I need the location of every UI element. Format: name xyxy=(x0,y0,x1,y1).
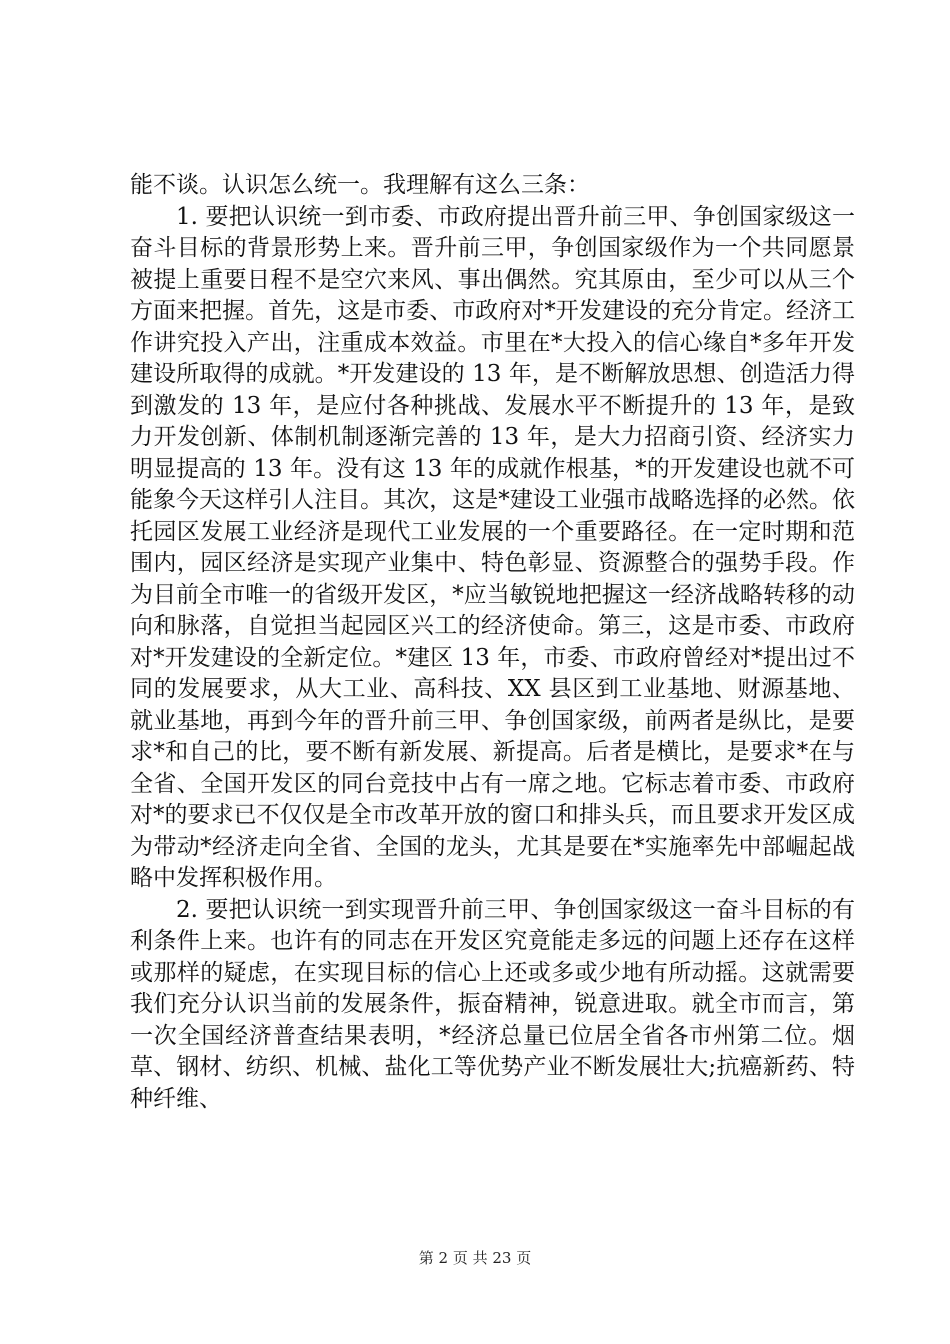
page-number-footer: 第 2 页 共 23 页 xyxy=(418,1249,532,1267)
document-body xyxy=(130,170,855,1115)
paragraph-point-1: 1. 要把认识统一到市委、市政府提出晋升前三甲、争创国家级这一奋斗目标的背景形势上来。晋升前三甲，争创国家级作为一个共同愿景被提上重要日程不是空穴来风、事出偶然。究其原由，至少可以从三个方面来把握。首先，这是市委、市政府对*开发建设的充分肯定。经济工作讲究投入产出，注重成本效益。市里在*大投入的信心缘自*多年开发建设所取得的成就。*开发建设的 13 年，是不断解放思想、创造活力得到激发的 13 年，是应付各种挑战、发展水平不断提升的 13 年，是致力开发创新、体制机制逐渐完善的 13 年，是大力招商引资、经济实力明显提高的 13 年。没有这 13 年的成就作根基，*的开发建设也就不可能象今天这样引人注目。其次，这是*建设工业强市战略选择的必然。依托园区发展工业经济是现代工业发展的一个重要路径。在一定时期和范围内，园区经济是实现产业集中、特色彰显、资源整合的强势手段。作为目前全市唯一的省级开发区，*应当敏锐地把握这一经济战略转移的动向和脉落，自觉担当起园区兴工的经济使命。第三，这是市委、市政府对*开发建设的全新定位。*建区 13 年，市委、市政府曾经对*提出过不同的发展要求，从大工业、高科技、XX 县区到工业基地、财源基地、就业基地，再到今年的晋升前三甲、争创国家级，前两者是纵比，是要求*和自己的比，要不断有新发展、新提高。后者是横比，是要求*在与全省、全国开发区的同台竞技中占有一席之地。它标志着市委、市政府对*的要求已不仅仅是全市改革开放的窗口和排头兵，而且要求开发区成为带动*经济走向全省、全国的龙头，尤其是要在*实施率先中部崛起战略中发挥积极作用。 xyxy=(130,203,855,891)
paragraph-point-2: 2. 要把认识统一到实现晋升前三甲、争创国家级这一奋斗目标的有利条件上来。也许有的同志在开发区究竟能走多远的问题上还存在这样或那样的疑虑，在实现目标的信心上还或多或少地有所动摇。这就需要我们充分认识当前的发展条件，振奋精神，锐意进取。就全市而言，第一次全国经济普查结果表明，*经济总量已位居全省各市州第二位。烟草、钢材、纺织、机械、盐化工等优势产业不断发展壮大;抗癌新药、特种纤维、 xyxy=(130,896,855,1112)
paragraph-continuation: 能不谈。认识怎么统一。我理解有这么三条： xyxy=(130,172,590,198)
